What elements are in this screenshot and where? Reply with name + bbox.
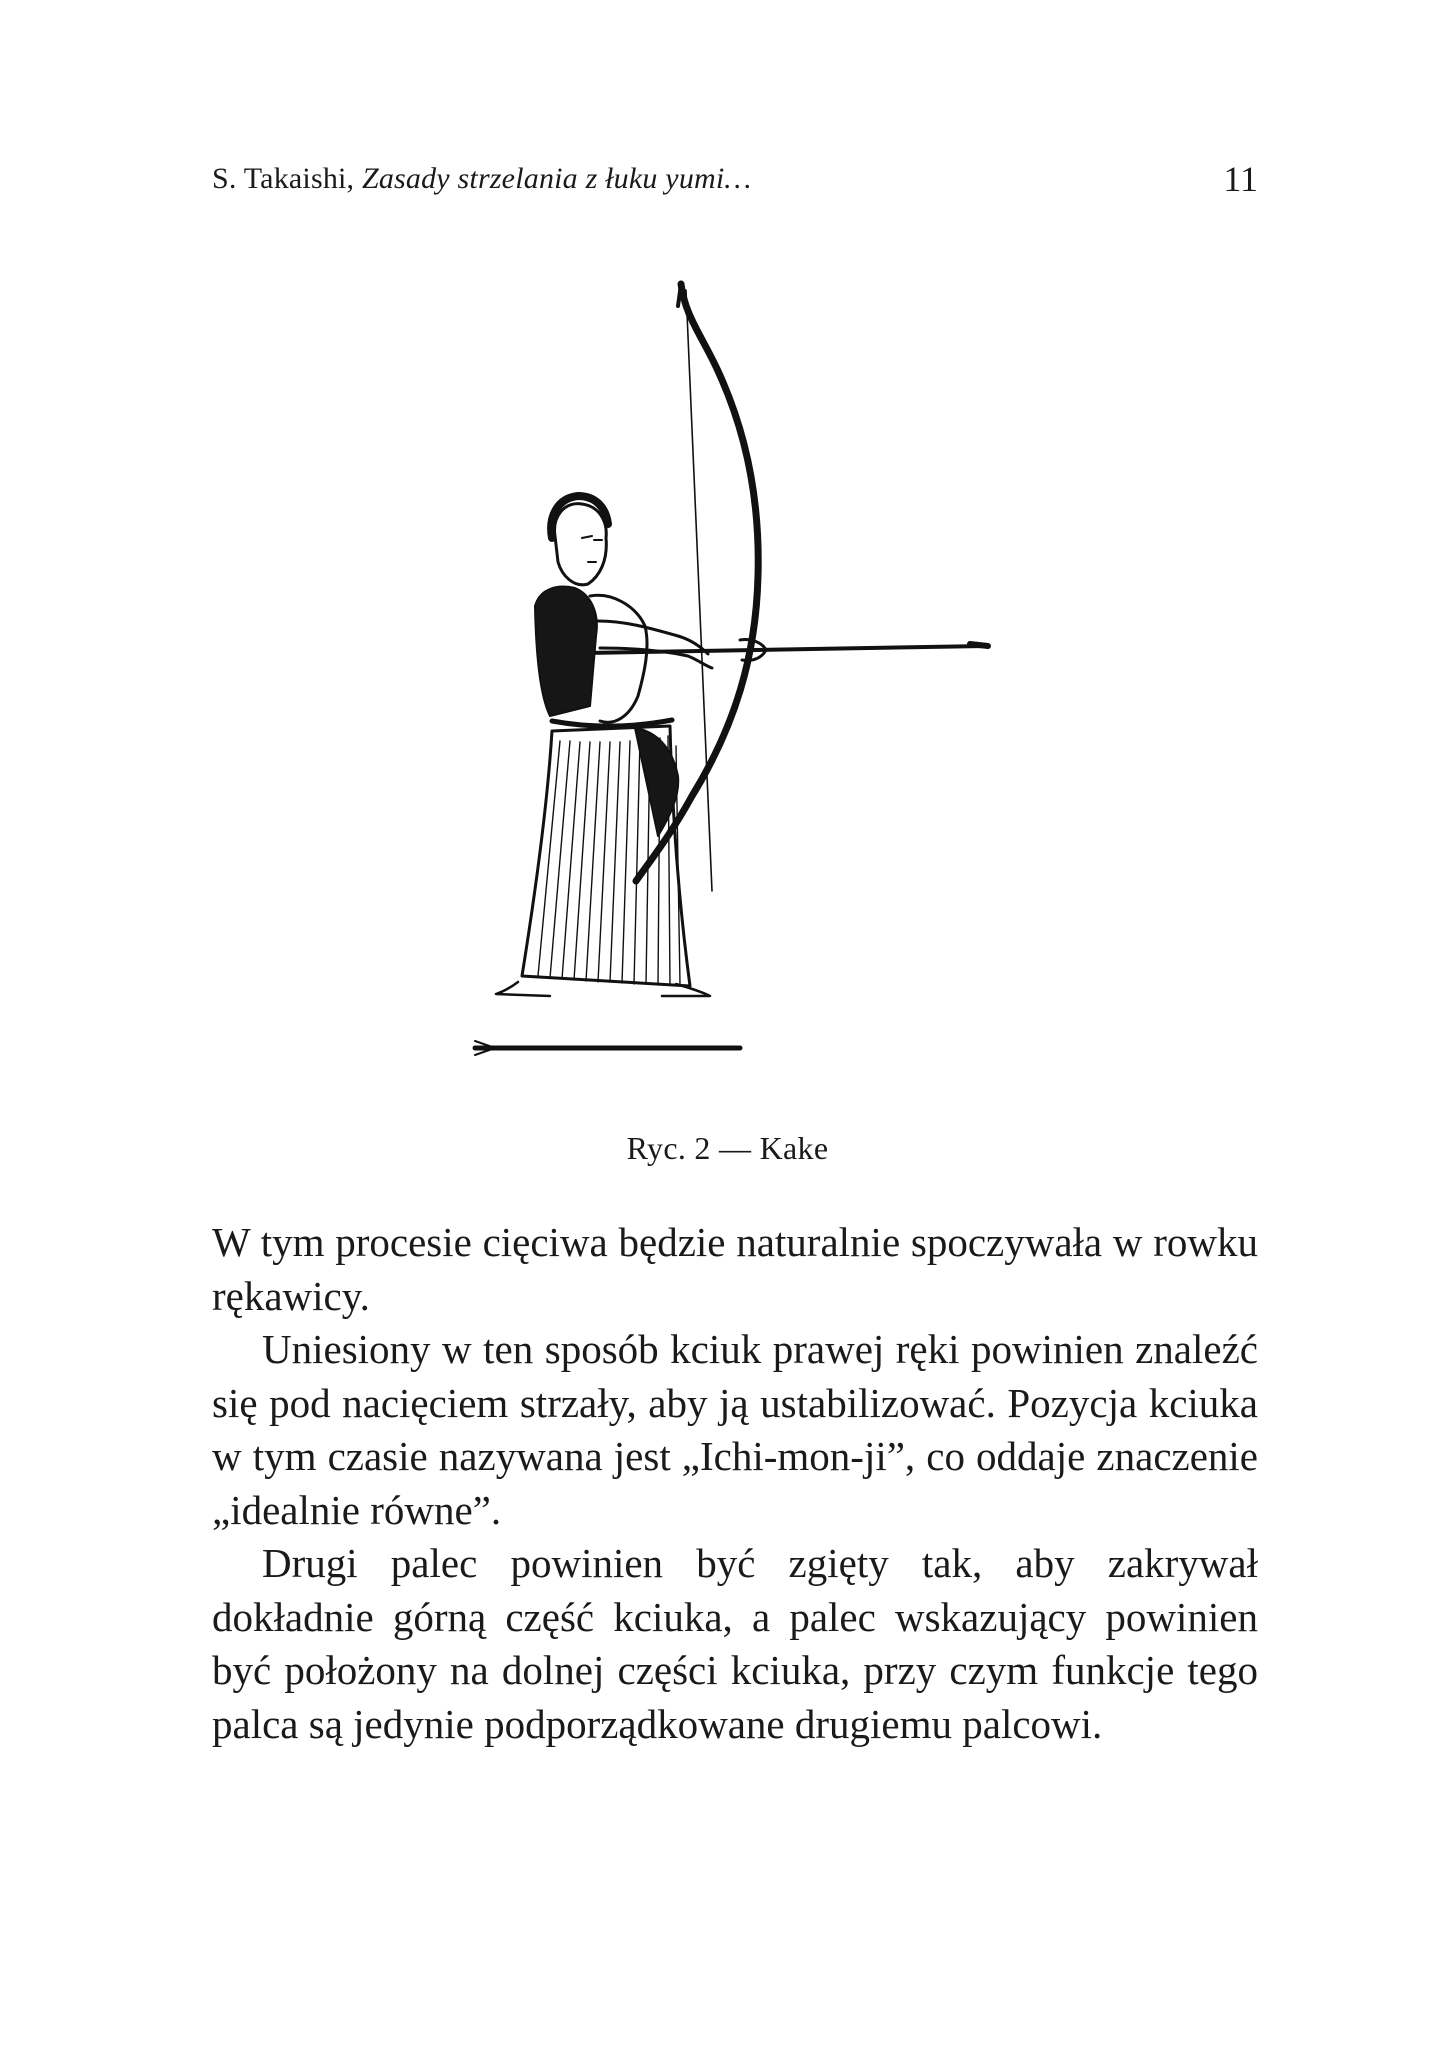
author-name: S. Takaishi, <box>212 162 355 195</box>
archer-robe-left <box>535 587 597 716</box>
archer-head <box>555 504 607 585</box>
book-title: Zasady strzelania z łuku yumi… <box>361 162 752 195</box>
body-text <box>212 1216 1258 1751</box>
archer-illustration <box>440 276 1020 1096</box>
figure-caption: Ryc. 2 — Kake <box>626 1130 829 1166</box>
paragraph-2: Uniesiony w ten sposób kciuk prawej ręki powinien znaleźć się pod nacięciem strzały, aby ją ustabilizować. Pozycja kciuka w tym czasie nazywana jest „Ichi-mon-ji”, co oddaje znaczenie „idealnie równe”. <box>212 1326 1258 1533</box>
archer-drawing <box>440 276 1020 1096</box>
paragraph-3: Drugi palec powinien być zgięty tak, aby zakrywał dokładnie górną część kciuka, a palec wskazujący powinien być położony na dolnej części kciuka, przy czym funkcje tego palca są jedynie podporządkowane drugiemu palcowi. <box>212 1540 1258 1747</box>
paragraph-1: W tym procesie cięciwa będzie naturalnie spoczywała w rowku rękawicy. <box>212 1219 1258 1319</box>
running-head <box>212 158 1258 206</box>
page-number: 11 <box>1223 159 1258 199</box>
running-head-author <box>212 162 751 196</box>
